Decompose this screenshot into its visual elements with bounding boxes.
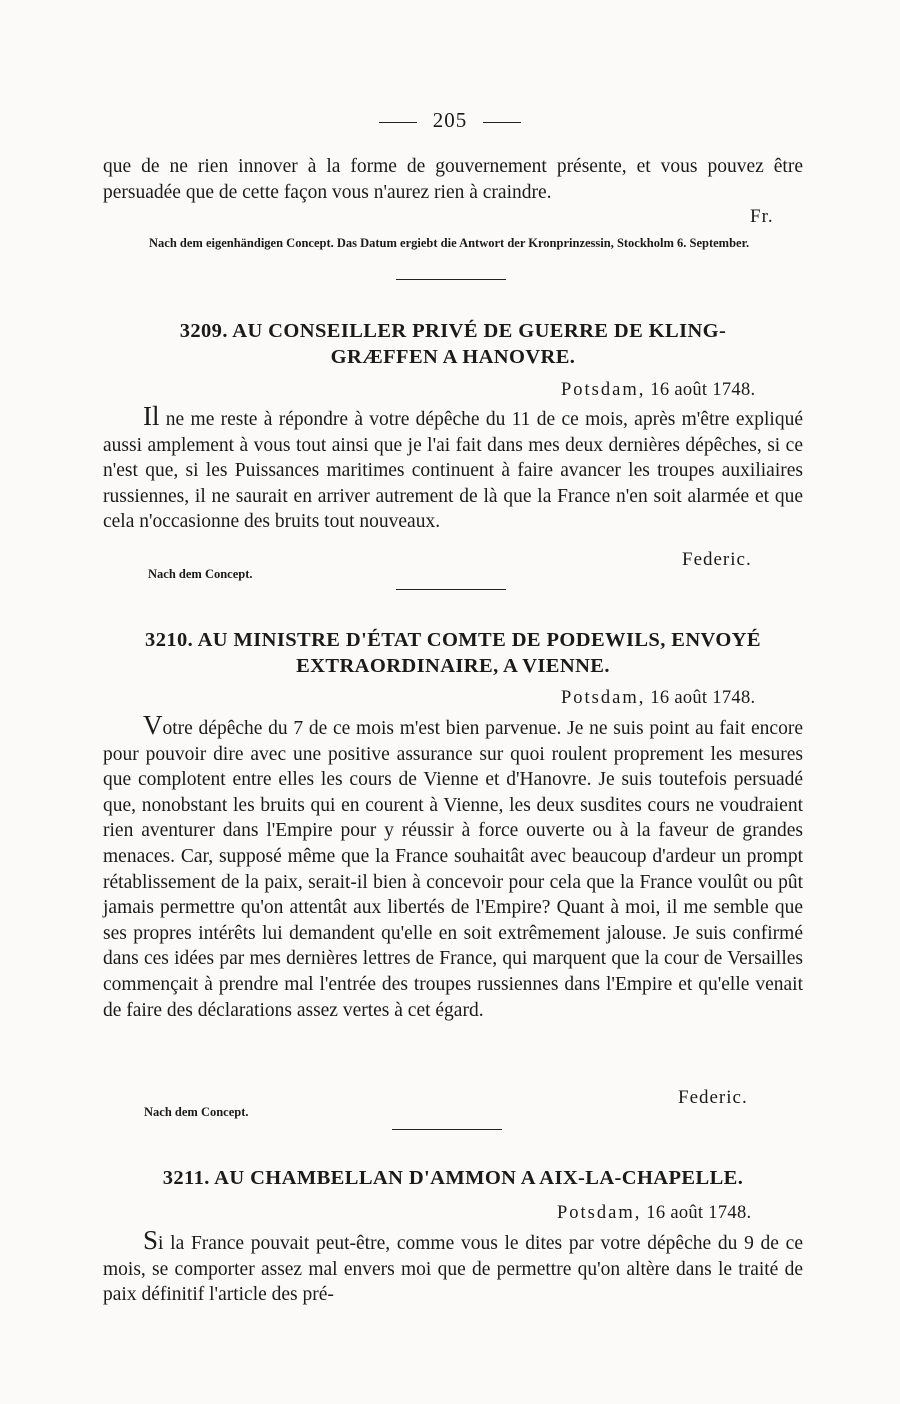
dateline xyxy=(561,380,755,401)
header-dash-right xyxy=(483,122,521,123)
letter-signature: Federic. xyxy=(682,549,752,570)
letter-number: 3209. xyxy=(179,320,228,342)
drop-cap: Il xyxy=(143,401,160,431)
letter-body xyxy=(103,1225,803,1308)
letter-number: 3210. xyxy=(145,629,194,651)
heading-line-1: AU MINISTRE D'ÉTAT COMTE DE PODEWILS, ENVOYÉ xyxy=(197,629,761,651)
separator-rule xyxy=(392,1129,502,1130)
dateline xyxy=(561,688,755,709)
header-dash-left xyxy=(379,122,417,123)
drop-cap: S xyxy=(143,1225,159,1255)
letter-heading xyxy=(103,318,803,370)
letter-body xyxy=(103,401,803,535)
heading-line-1: AU CHAMBELLAN D'AMMON A AIX-LA-CHAPELLE. xyxy=(214,1167,744,1189)
letter-source-note: Nach dem Concept. xyxy=(144,1105,249,1119)
letter-text: i la France pouvait peut-être, comme vous le dites par votre dépêche du 9 de ce mois, se comporter assez mal envers moi que de permettre qu'on altère dans le traité de paix définitif l'article des pré- xyxy=(103,1233,803,1306)
page-header xyxy=(0,108,900,133)
letter-text: ne me reste à répondre à votre dépêche du 11 de ce mois, après m'être expliqué aussi amplement à vous tout ainsi que je l'ai fait dans mes deux dernières dépêches, si ce n'est que, si les Puissances maritimes continuent à faire avancer les troupes auxiliaires russiennes, il ne saurait en arriver autrement de là que la France n'en soit alarmée et que cela n'occasionne des bruits tout nouveaux. xyxy=(103,409,803,533)
drop-cap: V xyxy=(143,710,163,740)
dateline-date: 16 août 1748. xyxy=(646,1203,752,1223)
dateline xyxy=(557,1203,751,1224)
dateline-place: Potsdam, xyxy=(557,1203,642,1223)
intro-paragraph: que de ne rien innover à la forme de gouvernement présente, et vous pouvez être persuadée que de cette façon vous n'aurez rien à craindre. xyxy=(103,156,803,203)
separator-rule xyxy=(396,589,506,590)
letter-body xyxy=(103,710,803,1023)
letter-heading xyxy=(103,1165,803,1191)
dateline-place: Potsdam, xyxy=(561,688,646,708)
dateline-place: Potsdam, xyxy=(561,380,646,400)
intro-signature: Fr. xyxy=(750,206,774,227)
heading-line-2: GRÆFFEN A HANOVRE. xyxy=(330,346,576,368)
letter-source-note: Nach dem Concept. xyxy=(148,567,253,581)
separator-rule xyxy=(396,279,506,280)
letter-signature: Federic. xyxy=(678,1087,748,1108)
letter-text: otre dépêche du 7 de ce mois m'est bien parvenue. Je ne suis point au fait encore pour pouvoir dire avec une positive assurance sur quoi roulent proprement les mesures que complotent entre elles les cours de Vienne et d'Hanovre. Je suis toutefois persuadé que, nonobstant les bruits qui en courent à Vienne, les deux susdites cours ne voudraient rien aventurer dans l'Empire pour y réussir à force ouverte ou à la faveur de grandes menaces. Car, supposé même que la France souhaitât avec beaucoup d'ardeur un prompt rétablissement de la paix, serait-il bien à concevoir pour cela que la France voulût ou pût jamais permettre qu'on attentât aux libertés de l'Empire? Quant à moi, il me semble que ses propres intérêts lui demandent qu'elle en soit extrêmement jalouse. Je suis confirmé dans ces idées par mes dernières lettres de France, qui marquent que la cour de Versailles commençait à prendre mal l'entrée des troupes russiennes dans l'Empire et qu'elle venait de faire des déclarations assez vertes à cet égard. xyxy=(103,718,803,1021)
letter-heading xyxy=(103,627,803,679)
page-number: 205 xyxy=(432,108,468,132)
letter-number: 3211. xyxy=(162,1167,210,1189)
intro-source-note: Nach dem eigenhändigen Concept. Das Datum ergiebt die Antwort der Kronprinzessin, Stockholm 6. September. xyxy=(149,236,750,250)
dateline-date: 16 août 1748. xyxy=(650,688,756,708)
heading-line-2: EXTRAORDINAIRE, A VIENNE. xyxy=(296,655,610,677)
heading-line-1: AU CONSEILLER PRIVÉ DE GUERRE DE KLING- xyxy=(232,320,727,342)
dateline-date: 16 août 1748. xyxy=(650,380,756,400)
